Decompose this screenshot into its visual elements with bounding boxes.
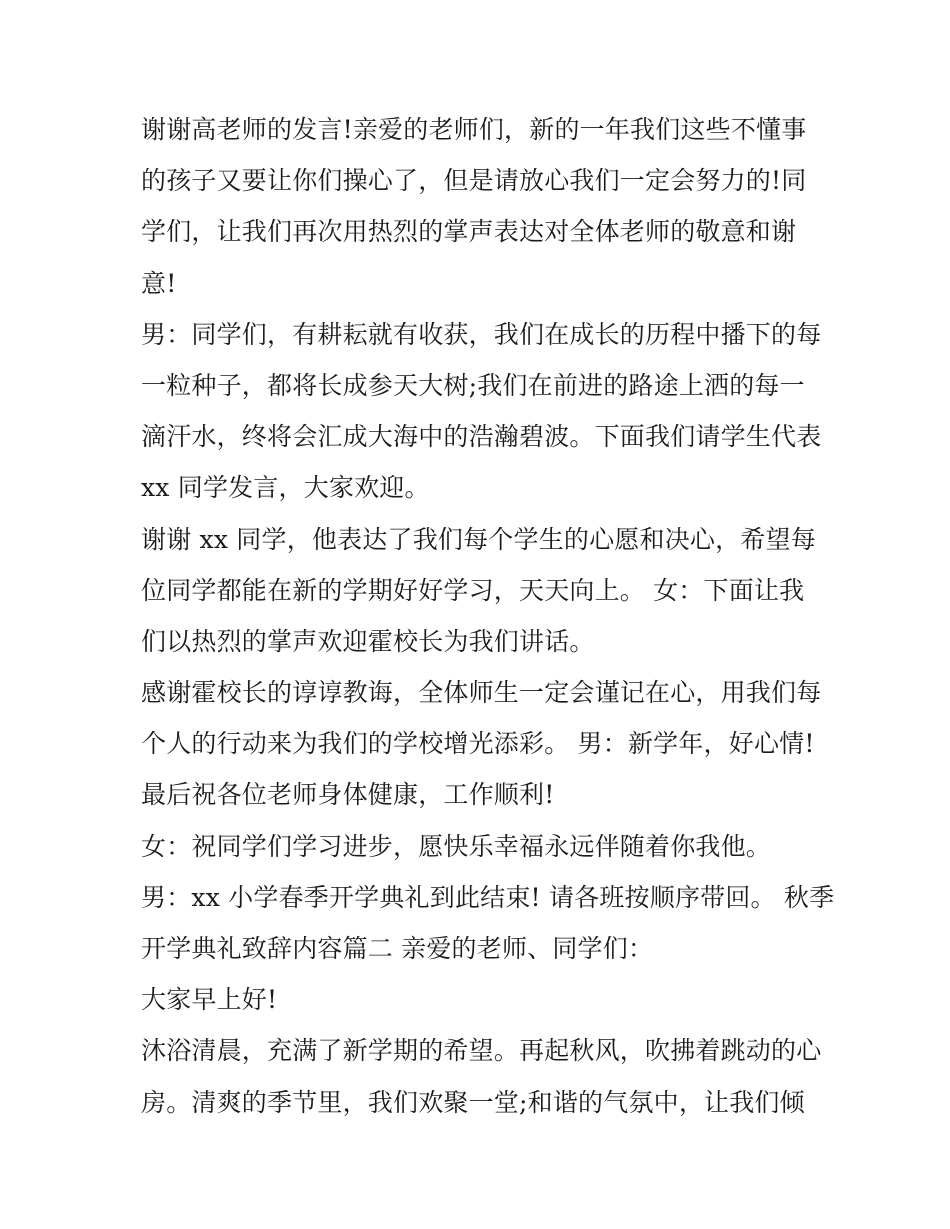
text-line: 一粒种子，都将长成参天大树;我们在前进的路途上洒的每一 (141, 370, 805, 400)
text-line: 的孩子又要让你们操心了，但是请放心我们一定会努力的!同 (141, 166, 807, 196)
text-line: 开学典礼致辞内容篇二 亲爱的老师、同学们： (141, 934, 654, 963)
text-line: 大家早上好! (141, 985, 278, 1015)
text-line: 们以热烈的掌声欢迎霍校长为我们讲话。 (141, 626, 595, 656)
text-line: 个人的行动来为我们的学校增光添彩。 男：新学年，好心情! (141, 729, 815, 759)
text-line: 谢谢高老师的发言!亲爱的老师们，新的一年我们这些不懂事 (141, 115, 807, 144)
text-line: 意! (141, 268, 177, 298)
text-line: xx 同学发言，大家欢迎。 (141, 473, 430, 503)
text-line: 男：同学们，有耕耘就有收获，我们在成长的历程中播下的每 (141, 319, 822, 349)
document-body (141, 104, 835, 1128)
text-line: 女：祝同学们学习进步，愿快乐幸福永远伴随着你我他。 (141, 831, 772, 861)
text-line: 谢谢 xx 同学，他表达了我们每个学生的心愿和决心，希望每 (141, 524, 816, 554)
text-line: 感谢霍校长的谆谆教诲，全体师生一定会谨记在心，用我们每 (141, 678, 822, 708)
text-line: 房。清爽的季节里，我们欢聚一堂;和谐的气氛中，让我们倾 (141, 1087, 805, 1117)
text-line: 沐浴清晨，充满了新学期的希望。再起秋风，吹拂着跳动的心 (141, 1036, 822, 1066)
text-line: 男：xx 小学春季开学典礼到此结束! 请各班按顺序带回。 秋季 (141, 882, 835, 912)
text-line: 学们，让我们再次用热烈的掌声表达对全体老师的敬意和谢 (141, 217, 797, 247)
text-line: 位同学都能在新的学期好好学习，天天向上。 女：下面让我 (141, 575, 805, 605)
text-line: 滴汗水，终将会汇成大海中的浩瀚碧波。下面我们请学生代表 (141, 422, 822, 452)
text-line: 最后祝各位老师身体健康，工作顺利! (141, 780, 555, 810)
